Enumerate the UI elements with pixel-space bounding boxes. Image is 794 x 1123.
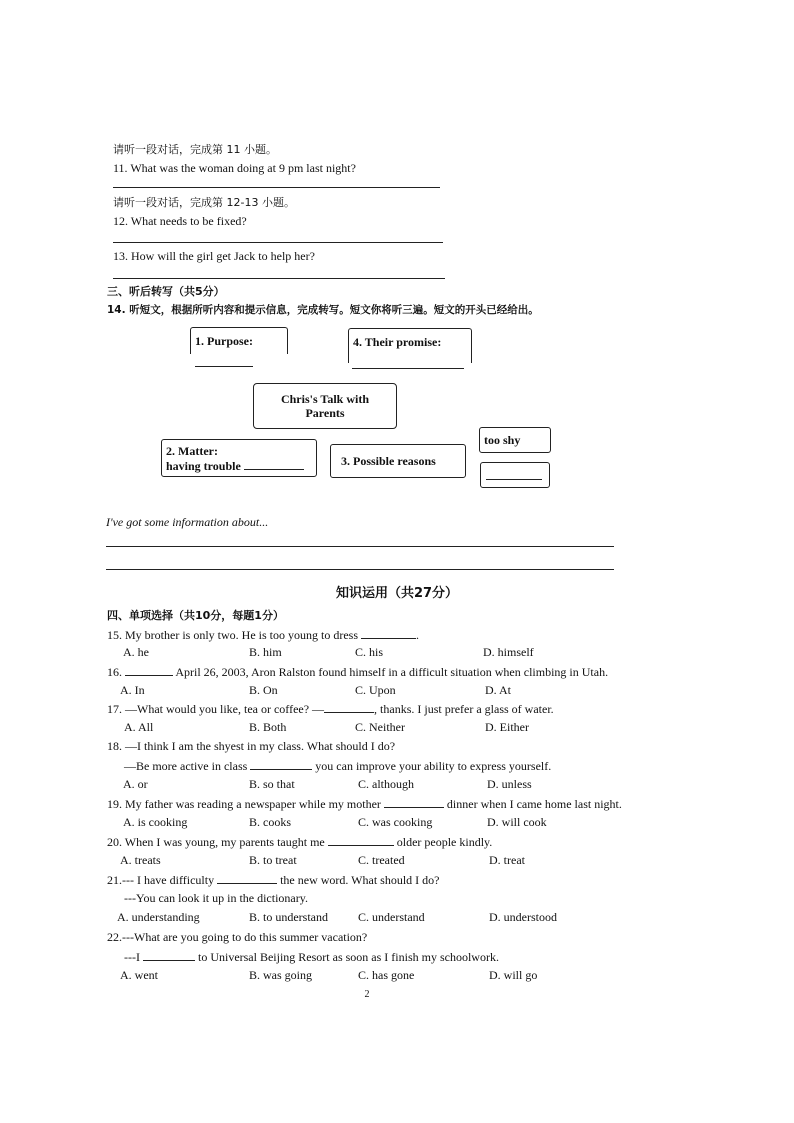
reason-answer-line[interactable]: [486, 479, 542, 480]
matter-label: 2. Matter:: [166, 444, 218, 458]
option-19-a[interactable]: A. is cooking: [123, 815, 188, 829]
option-17-a[interactable]: A. All: [124, 720, 154, 734]
reasons-label: 3. Possible reasons: [341, 454, 436, 468]
question-16-blank[interactable]: [125, 664, 173, 676]
option-18-d[interactable]: D. unless: [487, 777, 532, 791]
option-16-c[interactable]: C. Upon: [355, 683, 396, 697]
option-18-a[interactable]: A. or: [123, 777, 148, 791]
matter-answer-blank[interactable]: [244, 458, 304, 470]
question-22-blank[interactable]: [143, 949, 195, 961]
question-17-blank[interactable]: [324, 701, 374, 713]
option-18-b[interactable]: B. so that: [249, 777, 295, 791]
option-16-a[interactable]: A. In: [120, 683, 145, 697]
purpose-answer-line[interactable]: [195, 366, 253, 367]
option-21-b[interactable]: B. to understand: [249, 910, 328, 924]
blank-reason-box: [480, 462, 550, 488]
section-3-heading: 三、听后转写（共5分）: [107, 285, 225, 298]
center-box: [253, 383, 397, 429]
reasons-box: [330, 444, 466, 478]
question-18-line2-before: —Be more active in class: [124, 759, 248, 773]
option-17-c[interactable]: C. Neither: [355, 720, 405, 734]
question-21-line2: ---You can look it up in the dictionary.: [124, 891, 308, 905]
instruction-12-13: 请听一段对话，完成第 12-13 小题。: [113, 196, 295, 209]
question-20: [107, 834, 492, 849]
question-18-blank[interactable]: [250, 758, 312, 770]
option-19-d[interactable]: D. will cook: [487, 815, 547, 829]
answer-line-11[interactable]: [113, 187, 440, 188]
option-22-c[interactable]: C. has gone: [358, 968, 415, 982]
option-16-b[interactable]: B. On: [249, 683, 278, 697]
option-15-c[interactable]: C. his: [355, 645, 384, 659]
option-20-a[interactable]: A. treats: [120, 853, 161, 867]
question-21-after: the new word. What should I do?: [280, 873, 440, 887]
option-17-d[interactable]: D. Either: [485, 720, 529, 734]
option-19-c[interactable]: C. was cooking: [358, 815, 433, 829]
option-21-d[interactable]: D. understood: [489, 910, 557, 924]
option-18-c[interactable]: C. although: [358, 777, 414, 791]
question-19-stem: 19. My father was reading a newspaper while my mother: [107, 797, 381, 811]
question-16-stem: 16.: [107, 665, 122, 679]
question-11: 11. What was the woman doing at 9 pm last night?: [113, 161, 356, 175]
center-title-line2: Parents: [305, 406, 345, 420]
question-22: 22.---What are you going to do this summer vacation?: [107, 930, 368, 944]
option-20-d[interactable]: D. treat: [489, 853, 525, 867]
question-20-stem: 20. When I was young, my parents taught me: [107, 835, 325, 849]
option-15-d[interactable]: D. himself: [483, 645, 534, 659]
center-title-line1: Chris's Talk with: [280, 392, 370, 406]
question-12: 12. What needs to be fixed?: [113, 214, 247, 228]
question-17-stem: 17. —What would you like, tea or coffee? —: [107, 702, 325, 716]
answer-line-12[interactable]: [113, 242, 443, 243]
question-21-stem: 21.--- I have difficulty: [107, 873, 215, 887]
question-14-instruction: 14. 听短文，根据所听内容和提示信息，完成转写。短文你将听三遍。短文的开头已经给出。: [107, 304, 539, 316]
option-20-b[interactable]: B. to treat: [249, 853, 297, 867]
question-20-after: older people kindly.: [396, 835, 493, 849]
section-4-heading: 四、单项选择（共10分，每题1分）: [107, 609, 284, 622]
question-16-after: April 26, 2003, Aron Ralston found himself in a difficult situation when climbing in Utah.: [175, 665, 609, 679]
option-21-a[interactable]: A. understanding: [117, 910, 200, 924]
writing-line-2[interactable]: [106, 569, 614, 570]
promise-box: [348, 328, 472, 363]
question-17: [107, 701, 554, 716]
matter-text: having trouble: [166, 459, 241, 473]
option-15-b[interactable]: B. him: [249, 645, 282, 659]
question-22-line2-before: ---I: [124, 950, 140, 964]
option-22-b[interactable]: B. was going: [249, 968, 312, 982]
option-21-c[interactable]: C. understand: [358, 910, 425, 924]
purpose-label: 1. Purpose:: [195, 334, 253, 348]
instruction-11: 请听一段对话，完成第 11 小题。: [113, 143, 277, 156]
question-19-blank[interactable]: [384, 796, 444, 808]
writing-line-1[interactable]: [106, 546, 614, 547]
question-18: 18. —I think I am the shyest in my class. What should I do?: [107, 739, 396, 753]
matter-box: [161, 439, 317, 477]
option-16-d[interactable]: D. At: [485, 683, 512, 697]
question-21: [107, 872, 440, 887]
too-shy-label: too shy: [484, 433, 521, 447]
option-15-a[interactable]: A. he: [123, 645, 149, 659]
question-22-line2: [124, 949, 499, 964]
promise-label: 4. Their promise:: [353, 335, 442, 349]
question-20-blank[interactable]: [328, 834, 394, 846]
promise-answer-line[interactable]: [352, 368, 464, 369]
question-18-line2: [124, 758, 551, 773]
option-20-c[interactable]: C. treated: [358, 853, 405, 867]
option-22-d[interactable]: D. will go: [489, 968, 538, 982]
question-15-blank[interactable]: [361, 627, 416, 639]
too-shy-box: [479, 427, 551, 453]
knowledge-title: 知识运用（共27分）: [335, 586, 459, 601]
question-21-blank[interactable]: [217, 872, 277, 884]
answer-line-13[interactable]: [113, 278, 445, 279]
question-16: [107, 664, 608, 679]
question-15-stem: 15. My brother is only two. He is too young to dress: [107, 628, 358, 642]
question-18-line2-after: you can improve your ability to express yourself.: [315, 759, 552, 773]
question-22-line2-after: to Universal Beijing Resort as soon as I finish my schoolwork.: [197, 950, 499, 964]
question-15-after: .: [416, 628, 419, 642]
page-number: 2: [364, 989, 370, 1000]
question-15: [107, 627, 419, 642]
option-22-a[interactable]: A. went: [120, 968, 158, 982]
purpose-box: [190, 327, 288, 354]
writing-starter: I've got some information about...: [106, 515, 269, 529]
question-13: 13. How will the girl get Jack to help her?: [113, 249, 315, 263]
question-19-after: dinner when I came home last night.: [446, 797, 622, 811]
question-19: [107, 796, 622, 811]
question-17-after: , thanks. I just prefer a glass of water.: [374, 702, 554, 716]
option-17-b[interactable]: B. Both: [249, 720, 287, 734]
option-19-b[interactable]: B. cooks: [249, 815, 291, 829]
